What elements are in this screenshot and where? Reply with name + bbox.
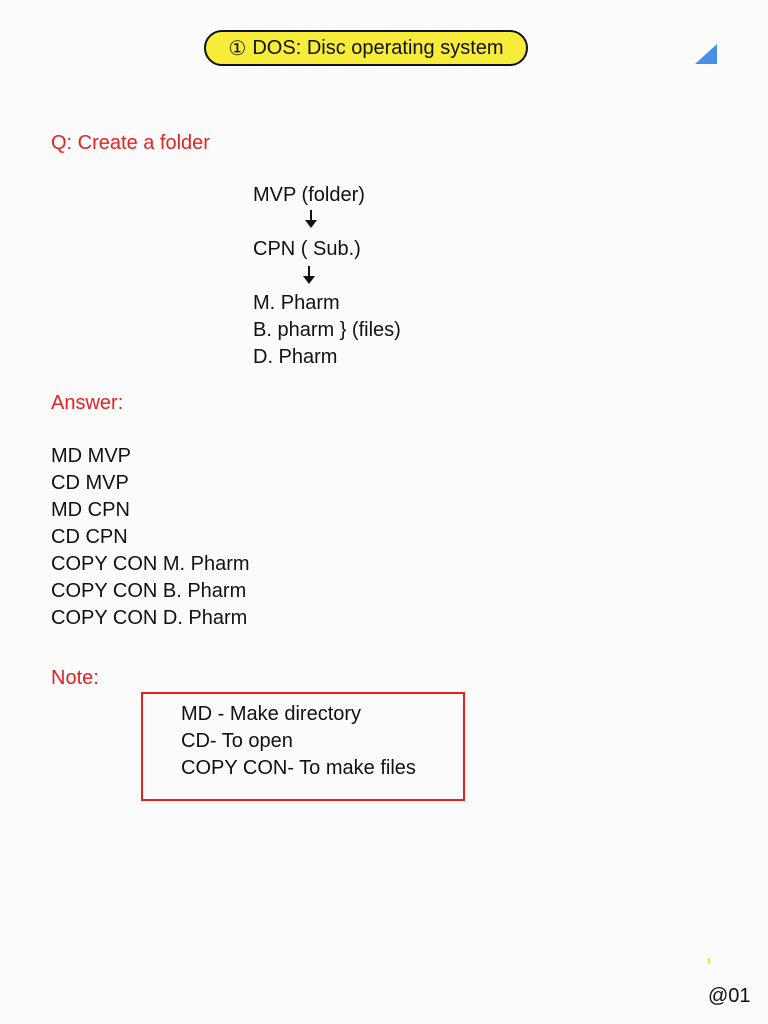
- answer-command: MD CPN: [51, 499, 130, 521]
- answer-command: CD CPN: [51, 526, 128, 548]
- page-title: DOS: Disc operating system: [252, 36, 504, 59]
- note-item: COPY CON- To make files: [181, 757, 416, 779]
- ink-mark: [708, 958, 710, 964]
- note-item: MD - Make directory: [181, 703, 362, 725]
- tree-file-item: D. Pharm: [253, 346, 338, 368]
- down-arrow-icon: [303, 266, 315, 284]
- answer-command: COPY CON B. Pharm: [51, 580, 247, 602]
- answer-command: COPY CON D. Pharm: [51, 607, 248, 629]
- note-item: CD- To open: [181, 730, 293, 752]
- answer-command: CD MVP: [51, 472, 129, 494]
- tree-root-folder: MVP (folder): [253, 184, 365, 206]
- circled-number: ①: [228, 37, 247, 60]
- answer-command: COPY CON M. Pharm: [51, 553, 250, 575]
- question-label: Q: Create a folder: [51, 132, 210, 154]
- watermark: @01: [708, 985, 751, 1007]
- answer-label: Answer:: [51, 392, 124, 414]
- title-banner: [204, 30, 528, 66]
- down-arrow-icon: [305, 210, 317, 228]
- tree-file-item: M. Pharm: [253, 292, 340, 314]
- note-label: Note:: [51, 667, 99, 689]
- corner-triangle-icon: [695, 44, 717, 64]
- answer-command: MD MVP: [51, 445, 131, 467]
- tree-sub-folder: CPN ( Sub.): [253, 238, 361, 260]
- note-box: [141, 692, 465, 801]
- tree-file-item: B. pharm } (files): [253, 319, 401, 341]
